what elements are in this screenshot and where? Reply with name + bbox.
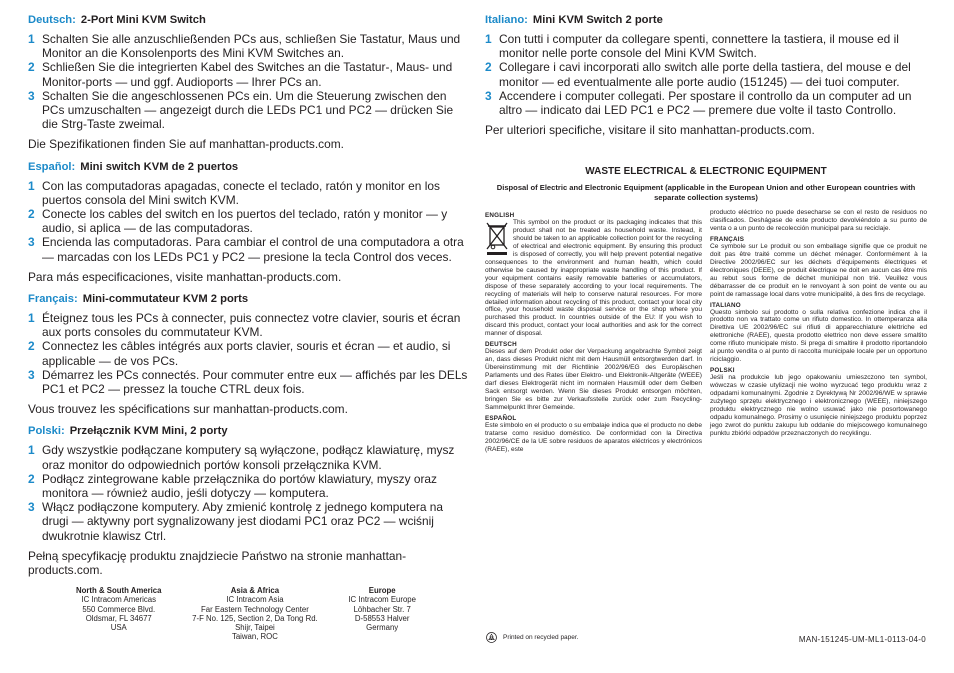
address-line: Taiwan, ROC [231, 632, 278, 642]
step-item [28, 89, 468, 132]
steps-list [28, 32, 468, 131]
specs-note: Die Spezifikationen finden Sie auf manhattan-products.com. [28, 137, 344, 152]
step-item [28, 339, 468, 367]
weee-language-label: ITALIANO [710, 301, 741, 309]
weee-text: Este símbolo en el producto o su embalaje indica que el producto no debe tratarse como residuo doméstico. De conformidad con la Directiva 2002/96/CE de la UE sobre residuos de aparatos eléctricos y electrónicos (RAEE), este [485, 421, 702, 453]
part-number: MAN-151245-UM-ML1-0113-04-0 [798, 635, 926, 644]
step-item [28, 311, 468, 339]
instruction-section [485, 14, 927, 137]
address-line: IC Intracom Europe [348, 595, 416, 605]
step-item [28, 368, 468, 396]
step-number: 2 [28, 339, 35, 354]
weee-language-label: ENGLISH [485, 212, 515, 219]
specs-note: Para más especificaciones, visite manhattan-products.com. [28, 269, 342, 284]
step-text: Éteignez tous les PCs à connecter, puis connectez votre clavier, souris et écran aux ports consoles du commutateur KVM. [42, 311, 461, 340]
language-label: Español: [28, 160, 76, 173]
step-text: Encienda las computadoras. Para cambiar el control de una computadora a otra — marcadas con los LEDs PC1 y PC2 — presione la tecla Control dos veces. [42, 235, 464, 264]
step-item [485, 89, 927, 117]
step-text: Gdy wszystkie podłączane komputery są wyłączone, podłącz klawiaturę, mysz oraz monitor do odpowiednich portów konsoli przełącznika KVM. [42, 443, 455, 472]
address-block [348, 586, 416, 642]
address-line: Oldsmar, FL 34677 [85, 613, 152, 623]
address-line: Löhbacher Str. 7 [353, 604, 411, 614]
step-text: Podłącz zintegrowane kable przełącznika do portów klawiatury, myszy oraz monitora — również audio, jeśli dotyczy — komputera. [42, 471, 437, 501]
step-item [485, 32, 927, 60]
steps-list [28, 179, 468, 264]
step-text: Schalten Sie die angeschlossenen PCs ein. Um die Steuerung zwischen den PCs umzuschalten — angezeigt durch die LEDs PC1 und PC2 — drücken Sie die Strg-Taste zweimal. [42, 88, 454, 132]
step-item [485, 60, 927, 88]
address-region: North & South America [76, 586, 162, 595]
step-number: 2 [28, 60, 35, 75]
step-text: Accendere i computer collegati. Per spostare il controllo da un computer ad un altro — indicato dai LED PC1 e PC2 — premere due volte il tasto Controllo. [499, 88, 912, 118]
step-text: Włącz podłączone komputery. Aby zmienić kontrolę z jednego komputera na drugi — aktywny port sygnalizowany jest diodami PC1 oraz PC2 — wciśnij dwukrotnie klawisz Ctrl. [42, 500, 443, 543]
step-number: 3 [28, 500, 35, 515]
weee-text: Dieses auf dem Produkt oder der Verpackung angebrachte Symbol zeigt an, dass dieses Produkt nicht mit dem Hausmüll entsorgtwerden darf. In Übereinstimmung mit der Richtlinie 2002/96/EG des Europäischen Parlaments und des Rates über Elektro- und Elektronik-Altgeräte (WEEE) darf dieses Elektrogerät nicht im normalen Hausmüll oder dem Gelben Sack entsorgt werden. Wenn Sie dieses Produkt entsorgen möchten, bringen Sie es bitte zur Verkaufsstelle zurück oder zum Recycling-Sammelpunkt Ihrer Gemeinde. [485, 348, 702, 411]
step-item [28, 443, 468, 471]
specs-note: Per ulteriori specifiche, visitare il sito manhattan-products.com. [485, 123, 815, 138]
address-line: Far Eastern Technology Center [201, 604, 309, 614]
weee-text: Jeśli na produkcie lub jego opakowaniu umieszczono ten symbol, wówczas w czasie utylizacji nie wolno wyrzucać tego produktu wraz z odpadami komunalnymi. Zgodnie z Dyrektywą Nr 2002/96/WE w sprawie zużytego sprzętu elektrycznego i elektronicznego (WEEE), niniejszego produktu elektrycznego nie wolno usuwać jako nie posortowanego odpadu komunalnego. Prosimy o usunięcie niniejszego produktu poprzez jego zwrot do punktu zakupu lub oddanie do miejscowego komunalnego punktu zbiórki odpadów przeznaczonych do recyklingu. [710, 374, 927, 437]
product-name: 2-Port Mini KVM Switch [80, 14, 206, 26]
weee-paragraph [710, 374, 927, 438]
address-line: D-58553 Halver [354, 613, 410, 623]
recycle-icon [486, 632, 497, 643]
office-addresses [76, 586, 416, 642]
address-block [76, 586, 161, 642]
crossed-out-wheelie-bin-icon [485, 221, 509, 257]
steps-list [28, 443, 468, 542]
section-heading [28, 14, 468, 26]
weee-left-column [485, 209, 702, 454]
weee-language-label: DEUTSCH [485, 341, 517, 349]
weee-paragraph [710, 209, 927, 233]
step-text: Collegare i cavi incorporati allo switch alle porte della tastiera, del mouse e del monitor — ed eventualmente alle porte audio (151245) — dei tuoi computer. [499, 60, 911, 89]
address-line: IC Intracom Americas [81, 595, 156, 605]
specs-note: Pełną specyfikację produktu znajdziecie Państwo na stronie manhattan-products.com. [28, 548, 407, 578]
instruction-section [28, 425, 468, 577]
weee-title: WASTE ELECTRICAL & ELECTRONIC EQUIPMENT [585, 166, 827, 177]
address-block [192, 586, 318, 642]
weee-paragraph [485, 219, 702, 338]
step-text: Con tutti i computer da collegare spenti, connettere la tastiera, il mouse ed il monitor nelle porte console del Mini KVM Switch. [499, 32, 899, 61]
weee-paragraph [485, 348, 702, 412]
step-item [28, 207, 468, 235]
language-label: Deutsch: [28, 14, 76, 26]
step-number: 3 [28, 367, 35, 382]
step-number: 2 [28, 471, 35, 486]
weee-language-label: FRANÇAIS [710, 235, 745, 243]
weee-paragraph [710, 243, 927, 299]
step-item [28, 32, 468, 60]
right-column [485, 14, 927, 146]
instruction-section [28, 14, 468, 152]
weee-notice [485, 166, 927, 454]
weee-text: Questo simbolo sui prodotto o sulla relativa confezione indica che il prodotto non va trattato come un rifiuto domestico. In ottemperanza alla Direttiva UE 2002/96/EC sui rifiuti di apparecchiature elettriche ed elettroniche (RAEE), questa prodotto elettrico non deve essere smaltito come rifiuto municipale misto. Si prega di smaltire il prodotto riportandolo al punto vendita o al punto di raccolta municipale locale per un opportuno riciclaggio. [710, 308, 927, 364]
step-number: 1 [28, 178, 35, 193]
address-line: 7-F No. 125, Section 2, Da Tong Rd. [192, 613, 318, 623]
step-text: Schalten Sie alle anzuschließenden PCs aus, schließen Sie Tastatur, Maus und Monitor an die Konsolenports des Mini KVM Switches an. [42, 32, 461, 61]
left-column [28, 14, 468, 586]
address-region: Asia & Africa [230, 586, 280, 595]
step-number: 3 [485, 88, 492, 103]
weee-paragraph [485, 422, 702, 454]
step-number: 1 [28, 443, 35, 458]
specs-note: Vous trouvez les spécifications sur manhattan-products.com. [28, 402, 348, 417]
step-text: Démarrez les PCs connectés. Pour commuter entre eux — affichés par les DELs PC1 et PC2 — pressez la touche CTRL deux fois. [42, 367, 468, 397]
step-text: Connectez les câbles intégrés aux ports clavier, souris et écran — et audio, si applicable — de vos PCs. [42, 339, 451, 368]
step-item [28, 179, 468, 207]
instruction-section [28, 161, 468, 284]
step-number: 3 [28, 88, 35, 103]
step-item [28, 500, 468, 543]
section-heading [28, 293, 468, 305]
address-line: Germany [366, 623, 399, 633]
step-number: 3 [28, 235, 35, 250]
step-number: 1 [28, 32, 35, 46]
address-line: 550 Commerce Blvd. [82, 604, 156, 614]
address-line: USA [110, 623, 127, 633]
product-name: Mini switch KVM de 2 puertos [80, 160, 239, 173]
step-text: Schließen Sie die integrierten Kabel des Switches an die Tastatur-, Maus- und Monitor-ports — und ggf. Audioports — Ihrer PCs an. [42, 60, 453, 89]
weee-right-column [710, 209, 927, 454]
address-region: Europe [368, 586, 396, 595]
steps-list [485, 32, 927, 117]
language-label: Polski: [28, 425, 65, 438]
steps-list [28, 311, 468, 396]
weee-language-label: POLSKI [710, 367, 735, 375]
step-item [28, 60, 468, 88]
step-text: Con las computadoras apagadas, conecte el teclado, ratón y monitor en los puertos consola del Mini switch KVM. [42, 178, 440, 207]
weee-subtitle: Disposal of Electric and Electronic Equipment (applicable in the European Union and other European countries with separate collection systems) [496, 183, 916, 202]
step-item [28, 472, 468, 500]
section-heading [485, 14, 927, 26]
address-line: Shijr, Taipei [235, 623, 275, 633]
weee-language-label: ESPAÑOL [485, 414, 517, 422]
address-line: IC Intracom Asia [226, 595, 284, 605]
step-number: 2 [28, 207, 35, 222]
weee-text: Ce symbole sur Le produit ou son emballage signifie que ce produit ne doit pas être traité comme un déchet ménager. Conformément à la Directive 2002/96/EC sur les déchets d’équipements électriques et électroniques (DEEE), ce produit électrique ne doit en aucun cas être mis au rebut sous forme de déchet municipal non trié. Veuillez vous débarrasser de ce produit en le renvoyant à son point de vente ou au point de ramassage local dans votre municipalité, à des fins de recyclage. [710, 242, 927, 298]
weee-paragraph [710, 309, 927, 365]
recycled-paper-note [486, 632, 579, 643]
paper-note-text: Printed on recycled paper. [503, 634, 579, 641]
weee-text: This symbol on the product or its packaging indicates that this product shall not be treated as household waste. Instead, it should be taken to an applicable collection point for the recycling of electrical and electronic equipment. By ensuring this product is disposed of correctly, you will help prevent potential negative consequences to the environment and human health, which could otherwise be caused by inappropriate waste handling of this product. If your equipment contains easily removable batteries or accumulators, dispose of these separately according to your local requirements. The recycling of materials will help to conserve natural resources. For more detailed information about recycling of this product, contact your local city office, your household waste disposal service or the shop where you purchased this product. In countries outside of the EU: If you wish to discard this product, contact your local authorities and ask for the correct manner of disposal. [485, 219, 702, 338]
step-number: 2 [485, 60, 492, 75]
step-number: 1 [28, 311, 35, 326]
product-name: Mini KVM Switch 2 porte [532, 14, 663, 26]
language-label: Français: [28, 293, 78, 306]
weee-text: producto eléctrico no puede desecharse se con el resto de residuos no clasificados. Deshágase de este producto devolviéndolo a su punto de venta o a un punto de recolección municipal para su reciclaje. [710, 209, 927, 232]
section-heading [28, 161, 468, 173]
language-label: Italiano: [485, 14, 528, 26]
product-name: Mini-commutateur KVM 2 ports [82, 293, 249, 306]
step-number: 1 [485, 32, 492, 46]
product-name: Przełącznik KVM Mini, 2 porty [69, 425, 228, 438]
instruction-section [28, 293, 468, 416]
section-heading [28, 425, 468, 437]
step-text: Conecte los cables del switch en los puertos del teclado, ratón y monitor — y audio, si aplica — de las computadoras. [42, 207, 448, 236]
step-item [28, 235, 468, 263]
